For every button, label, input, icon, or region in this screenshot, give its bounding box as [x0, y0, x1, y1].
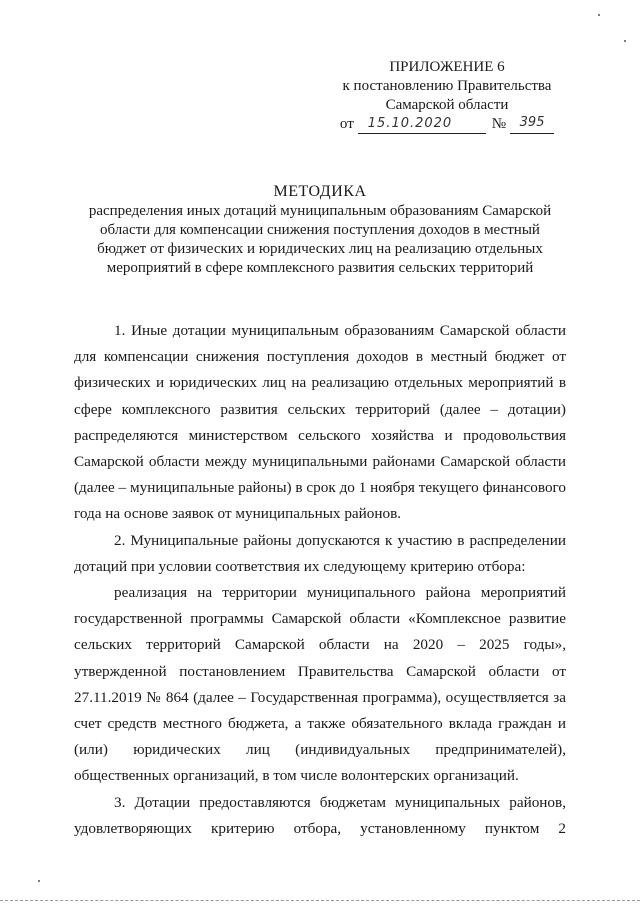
appendix-date-row: [322, 115, 572, 134]
heading-line-3: бюджет от физических и юридических лиц на реализацию отдельных: [97, 241, 543, 257]
date-value: 15.10.2020: [358, 116, 486, 134]
appendix-line-3: Самарской области: [385, 97, 509, 113]
heading-line-1: распределения иных дотаций муниципальным образованиям Самарской: [88, 203, 552, 219]
heading-line-2: области для компенсации снижения поступления доходов в местный: [100, 222, 540, 238]
appendix-title: ПРИЛОЖЕНИЕ 6: [389, 59, 505, 75]
number-value: 395: [510, 115, 554, 134]
date-prefix: от: [339, 116, 354, 132]
heading-line-4: мероприятий в сфере комплексного развития сельских территорий: [106, 260, 534, 276]
scan-speck: [598, 14, 600, 16]
scan-speck: [38, 880, 40, 882]
scan-edge-line: [0, 900, 640, 902]
paragraph-3: реализация на территории муниципального района мероприятий государственной программы Самарской области «Комплексное развитие сельских территорий Самарской области на 2020 – 2025 годы», утвержденной постановлением Правительства Самарской области от 27.11.2019 № 864 (далее – Государственная программа), осуществляется за счет средств местного бюджета, а также обязательного вклада граждан и (или) юридических лиц (индивидуальных предпринимателей), общественных организаций, в том числе волонтерских организаций.: [74, 584, 566, 785]
method-heading: [60, 182, 580, 278]
paragraph-2: 2. Муниципальные районы допускаются к участию в распределении дотаций при условии соответствия их следующему критерию отбора:: [74, 531, 566, 575]
appendix-line-2: к постановлению Правительства: [342, 78, 552, 94]
appendix-header: [322, 58, 572, 134]
number-prefix: №: [491, 116, 507, 132]
paragraph-1: 1. Иные дотации муниципальным образованиям Самарской области для компенсации снижения поступления доходов в местный бюджет от физических и юридических лиц на реализацию отдельных мероприятий в сфере комплексного развития сельских территорий (далее – дотации) распределяются министерством сельского хозяйства и продовольствия Самарской области между муниципальными районами Самарской области (далее – муниципальные районы) в срок до 1 ноября текущего финансового года на основе заявок от муниципальных районов.: [74, 322, 566, 523]
paragraph-4: 3. Дотации предоставляются бюджетам муниципальных районов, удовлетворяющих критерию отбора, установленному пунктом 2: [74, 793, 566, 837]
method-title: МЕТОДИКА: [273, 183, 367, 200]
scan-speck: [624, 40, 626, 42]
document-body: [74, 318, 566, 842]
